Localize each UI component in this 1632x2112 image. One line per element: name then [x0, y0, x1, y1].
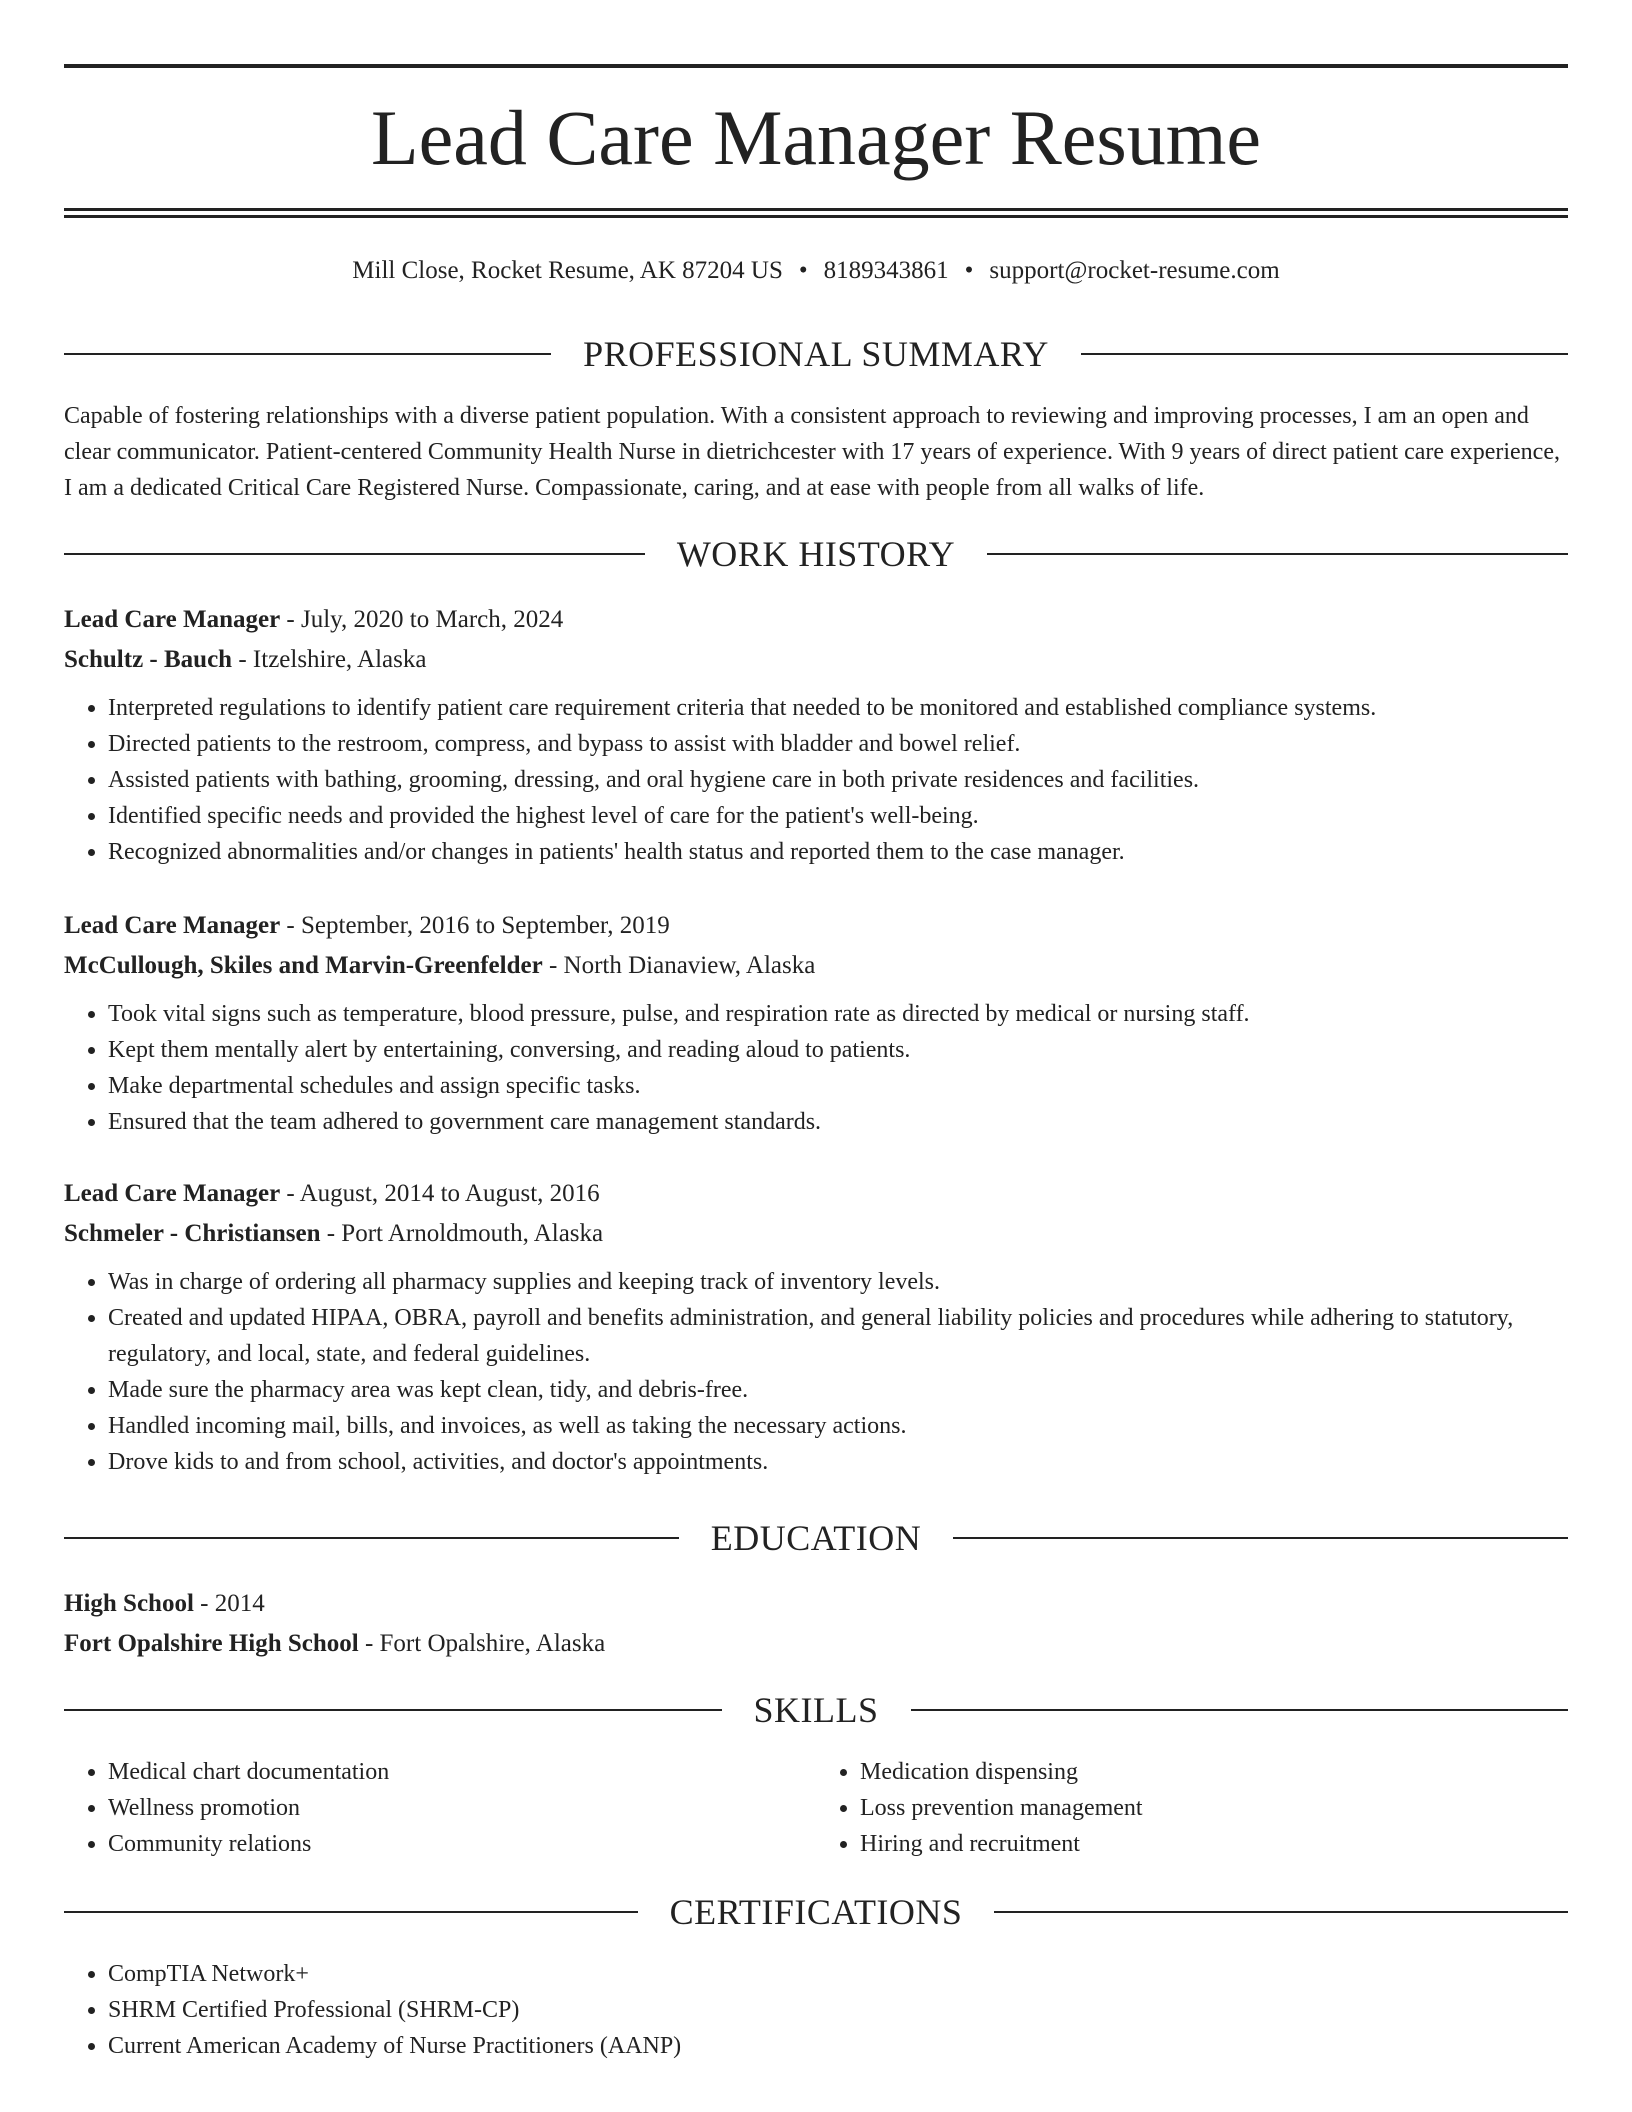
- section-title: SKILLS: [753, 1690, 879, 1730]
- heading-rule: [911, 1709, 1569, 1711]
- job-employer-line: [64, 946, 1568, 986]
- job-location: - Port Arnoldmouth, Alaska: [320, 1220, 604, 1247]
- list-item: • Was in charge of ordering all pharmacy supplies and keeping track of inventory levels.: [108, 1264, 1568, 1300]
- job-entry: [64, 1174, 1568, 1480]
- certifications-list: [64, 1946, 1568, 2064]
- job-bullets: [64, 996, 1568, 1140]
- skill-item: • Medical chart documentation: [108, 1754, 816, 1790]
- job-title: Lead Care Manager: [64, 606, 281, 633]
- contact-email: support@rocket-resume.com: [989, 257, 1280, 284]
- job-dates: - September, 2016 to September, 2019: [280, 912, 670, 939]
- heading-rule: [1081, 353, 1568, 355]
- list-item: • Directed patients to the restroom, compress, and bypass to assist with bladder and bowel relief.: [108, 726, 1568, 762]
- section-title: CERTIFICATIONS: [669, 1892, 963, 1932]
- section-title: PROFESSIONAL SUMMARY: [583, 334, 1049, 374]
- section-heading-summary: [64, 332, 1568, 376]
- job-employer: McCullough, Skiles and Marvin-Greenfelder: [64, 952, 543, 979]
- job-entry: [64, 906, 1568, 1140]
- skill-item: • Medication dispensing: [860, 1754, 1568, 1790]
- job-dates: - July, 2020 to March, 2024: [280, 606, 564, 633]
- section-title: EDUCATION: [710, 1518, 922, 1558]
- heading-rule: [64, 353, 551, 355]
- education-school-line: [64, 1624, 1568, 1664]
- skills-column-left: [64, 1754, 816, 1862]
- heading-rule: [64, 1911, 638, 1913]
- heading-rule: [64, 1537, 679, 1539]
- certification-item: • Current American Academy of Nurse Practitioners (AANP): [108, 2028, 1568, 2064]
- education-entry: [64, 1584, 1568, 1664]
- list-item: • Made sure the pharmacy area was kept clean, tidy, and debris-free.: [108, 1372, 1568, 1408]
- job-bullets: [64, 690, 1568, 870]
- list-item: • Ensured that the team adhered to government care management standards.: [108, 1104, 1568, 1140]
- heading-rule: [994, 1911, 1568, 1913]
- education-degree: High School: [64, 1590, 194, 1617]
- certification-item: • CompTIA Network+: [108, 1956, 1568, 1992]
- list-item: • Took vital signs such as temperature, blood pressure, pulse, and respiration rate as directed by medical or nursing staff.: [108, 996, 1568, 1032]
- section-heading-work: [64, 532, 1568, 576]
- heading-rule: [64, 553, 645, 555]
- contact-line: [64, 254, 1568, 288]
- job-location: - Itzelshire, Alaska: [232, 646, 427, 673]
- job-employer: Schultz - Bauch: [64, 646, 233, 673]
- contact-separator: •: [964, 257, 974, 284]
- list-item: • Handled incoming mail, bills, and invoices, as well as taking the necessary actions.: [108, 1408, 1568, 1444]
- heading-rule: [953, 1537, 1568, 1539]
- job-title-line: [64, 600, 1568, 640]
- job-title-line: [64, 906, 1568, 946]
- education-school: Fort Opalshire High School: [64, 1630, 359, 1657]
- job-employer-line: [64, 640, 1568, 680]
- job-location: - North Dianaview, Alaska: [542, 952, 816, 979]
- contact-phone: 8189343861: [823, 257, 949, 284]
- section-heading-education: [64, 1516, 1568, 1560]
- heading-rule: [64, 1709, 722, 1711]
- list-item: • Make departmental schedules and assign specific tasks.: [108, 1068, 1568, 1104]
- heading-rule: [987, 553, 1568, 555]
- list-item: • Kept them mentally alert by entertaining, conversing, and reading aloud to patients.: [108, 1032, 1568, 1068]
- job-title: Lead Care Manager: [64, 1180, 281, 1207]
- list-item: • Drove kids to and from school, activities, and doctor's appointments.: [108, 1444, 1568, 1480]
- section-heading-skills: [64, 1688, 1568, 1732]
- list-item: • Recognized abnormalities and/or changes in patients' health status and reported them to the case manager.: [108, 834, 1568, 870]
- contact-address: Mill Close, Rocket Resume, AK 87204 US: [352, 257, 783, 284]
- section-title: WORK HISTORY: [676, 534, 956, 574]
- job-employer-line: [64, 1214, 1568, 1254]
- job-employer: Schmeler - Christiansen: [64, 1220, 321, 1247]
- list-item: • Created and updated HIPAA, OBRA, payroll and benefits administration, and general liability policies and procedures while adhering to statutory, regulatory, and local, state, and federal guidelines.: [108, 1300, 1568, 1372]
- title-rule-bottom: [64, 215, 1568, 218]
- list-item: • Assisted patients with bathing, grooming, dressing, and oral hygiene care in both private residences and facilities.: [108, 762, 1568, 798]
- skills-grid: [64, 1754, 1568, 1862]
- job-dates: - August, 2014 to August, 2016: [280, 1180, 600, 1207]
- certifications-bullets: [64, 1956, 1568, 2064]
- list-item: • Identified specific needs and provided the highest level of care for the patient's well-being.: [108, 798, 1568, 834]
- title-rule-top: [64, 208, 1568, 211]
- certification-item: • SHRM Certified Professional (SHRM-CP): [108, 1992, 1568, 2028]
- contact-separator: •: [798, 257, 808, 284]
- summary-text: Capable of fostering relationships with a diverse patient population. With a consistent approach to reviewing and improving processes, I am an open and clear communicator. Patient-centered Community Health Nurse in dietrichcester with 17 years of experience. With 9 years of direct patient care experience, I am a dedicated Critical Care Registered Nurse. Compassionate, caring, and at ease with people from all walks of life.: [64, 403, 1560, 501]
- list-item: • Interpreted regulations to identify patient care requirement criteria that needed to be monitored and established compliance systems.: [108, 690, 1568, 726]
- education-year: - 2014: [193, 1590, 265, 1617]
- education-location: - Fort Opalshire, Alaska: [358, 1630, 606, 1657]
- job-entry: [64, 600, 1568, 870]
- section-heading-certifications: [64, 1890, 1568, 1934]
- job-bullets: [64, 1264, 1568, 1480]
- job-title: Lead Care Manager: [64, 912, 281, 939]
- skills-list: [64, 1754, 1568, 1862]
- education-degree-line: [64, 1584, 1568, 1624]
- skill-item: • Wellness promotion: [108, 1790, 816, 1826]
- job-title-line: [64, 1174, 1568, 1214]
- skill-item: • Loss prevention management: [860, 1790, 1568, 1826]
- resume-title: Lead Care Manager Resume: [370, 94, 1262, 181]
- skill-item: • Hiring and recruitment: [860, 1826, 1568, 1862]
- top-rule: [64, 64, 1568, 68]
- skills-column-right: [816, 1754, 1568, 1862]
- skill-item: • Community relations: [108, 1826, 816, 1862]
